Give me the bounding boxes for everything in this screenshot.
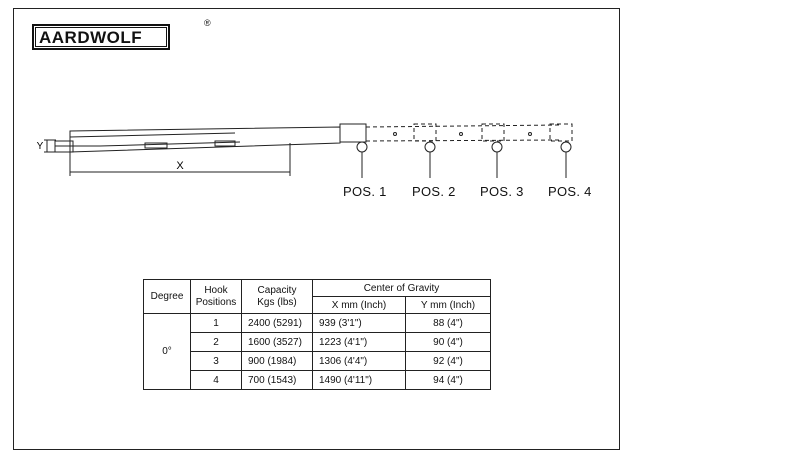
x-cell: 939 (3'1"): [313, 314, 406, 333]
table-row: [144, 371, 491, 390]
hook-head-3: [482, 124, 504, 141]
boom-inner-line: [70, 133, 235, 137]
hook-cell: 1: [191, 314, 242, 333]
y-cell: 92 (4"): [406, 352, 491, 371]
pos-3-label: POS. 3: [480, 184, 524, 199]
capacity-header-line1: Capacity: [257, 284, 297, 296]
pos-2-label: POS. 2: [412, 184, 456, 199]
capacity-table: [143, 279, 491, 390]
center-of-gravity-header: Center of Gravity: [313, 280, 491, 297]
boom-body: [70, 127, 340, 152]
hook-cell: 4: [191, 371, 242, 390]
degree-header: Degree: [144, 280, 191, 314]
hook-header-line1: Hook: [204, 284, 228, 296]
y-column-header: Y mm (Inch): [406, 297, 491, 314]
hook-4: [561, 142, 571, 152]
x-column-header: X mm (Inch): [313, 297, 406, 314]
registered-mark: ®: [204, 18, 211, 28]
capacity-cell: 1600 (3527): [242, 333, 313, 352]
logo-text: AARDWOLF: [39, 28, 143, 47]
hook-2: [425, 142, 435, 152]
hook-3: [492, 142, 502, 152]
degree-value: 0°: [144, 314, 191, 390]
pos-4-label: POS. 4: [548, 184, 592, 199]
x-dimension-label: X: [176, 160, 184, 172]
capacity-header-line2: Kgs (lbs): [257, 296, 297, 308]
extension-top: [366, 125, 560, 127]
hook-cell: 3: [191, 352, 242, 371]
hook-head-4: [550, 124, 572, 141]
hook-1: [357, 142, 367, 152]
hook-positions-header: [191, 280, 242, 314]
capacity-cell: 700 (1543): [242, 371, 313, 390]
hook-cell: 2: [191, 333, 242, 352]
x-cell: 1490 (4'11"): [313, 371, 406, 390]
capacity-header: [242, 280, 313, 314]
table-row: [144, 333, 491, 352]
y-cell: 94 (4"): [406, 371, 491, 390]
capacity-cell: 2400 (5291): [242, 314, 313, 333]
capacity-cell: 900 (1984): [242, 352, 313, 371]
y-cell: 90 (4"): [406, 333, 491, 352]
table-row: [144, 314, 491, 333]
boom-inner-line-2: [100, 142, 240, 146]
hook-head-1: [340, 124, 366, 142]
x-cell: 1223 (4'1"): [313, 333, 406, 352]
x-cell: 1306 (4'4"): [313, 352, 406, 371]
table-row: [144, 352, 491, 371]
hook-header-line2: Positions: [195, 296, 237, 308]
y-cell: 88 (4"): [406, 314, 491, 333]
extension-bottom: [366, 140, 560, 141]
y-dimension-label: Y: [36, 141, 44, 152]
pos-1-label: POS. 1: [343, 184, 387, 199]
